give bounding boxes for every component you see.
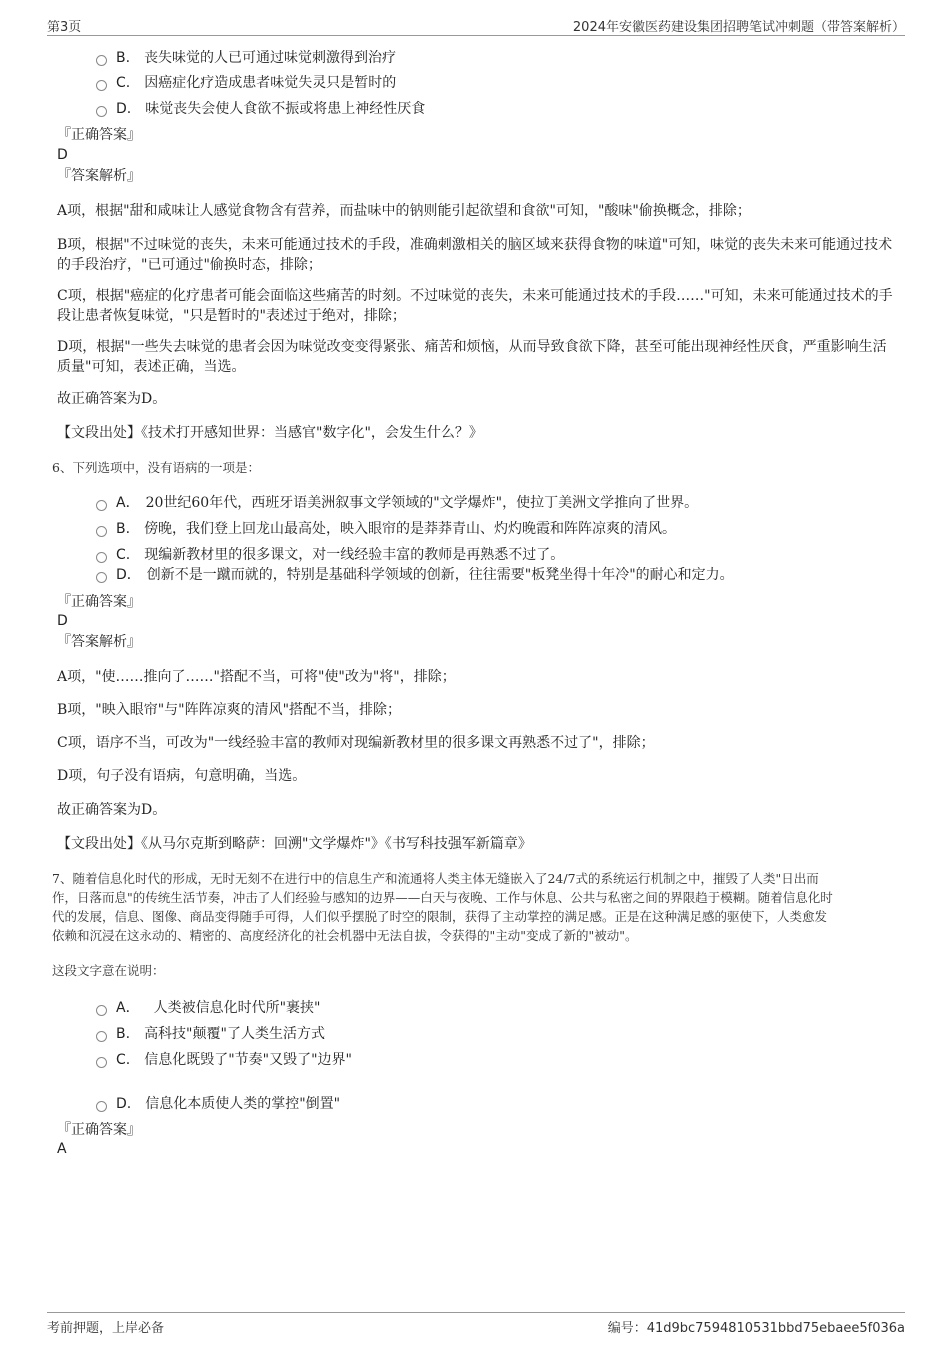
q6-stem: 6、下列选项中，没有语病的一项是： [52, 460, 260, 475]
q5-source: 【文段出处】《技术打开感知世界：当感官"数字化"，会发生什么？》 [57, 425, 483, 441]
q7-option-b[interactable]: B. 高科技"颠覆"了人类生活方式 [96, 1024, 325, 1044]
q6-analysis-b: B项，"映入眼帘"与"阵阵凉爽的清风"搭配不当，排除； [57, 702, 402, 718]
q7-question: 这段文字意在说明： [52, 963, 165, 978]
radio-icon[interactable] [96, 1101, 107, 1112]
q7-answer: A [57, 1141, 67, 1157]
q5-analysis-c: C项，根据"癌症的化疗患者可能会面临这些痛苦的时刻。不过味觉的丧失，未来可能通过技术的手段……"可知，未来可能通过技术的手段让患者恢复味觉，"只是暂时的"表述过于绝对，排除； [57, 288, 893, 324]
q7-passage-line-3: 代的发展，信息、图像、商品变得随手可得，人们似乎摆脱了时空的限制，获得了主动掌控的满足感。正是在这种满足感的驱使下，人类愈发 [52, 909, 828, 924]
page-header [47, 14, 905, 36]
q6-option-c[interactable]: C. 现编新教材里的很多课文，对一线经验丰富的教师是再熟悉不过了。 [96, 545, 564, 565]
q7-passage-line-1: 7、随着信息化时代的形成，无时无刻不在进行中的信息生产和流通将人类主体无缝嵌入了24/7式的系统运行机制之中，摧毁了人类"日出而 [52, 871, 819, 886]
document-id: 编号：41d9bc7594810531bbd75ebaee5f036a [607, 1321, 905, 1336]
q7-passage-line-2: 作，日落而息"的传统生活节奏，冲击了人们经验与感知的边界——白天与夜晚、工作与休息、公共与私密之间的界限趋于模糊。随着信息化时 [52, 890, 833, 905]
page-footer [47, 1312, 905, 1336]
q5-option-c[interactable]: C. 因癌症化疗造成患者味觉失灵只是暂时的 [96, 73, 396, 93]
q5-answer: D [57, 147, 68, 163]
radio-icon[interactable] [96, 1031, 107, 1042]
q5-answer-label: 『正确答案』 [57, 127, 141, 143]
q7-option-a[interactable]: A． 人类被信息化时代所"裹挟" [96, 998, 320, 1018]
q6-analysis-a: A项，"使……推向了……"搭配不当，可将"使"改为"将"，排除； [57, 669, 456, 685]
q7-option-d[interactable]: D. 信息化本质使人类的掌控"倒置" [96, 1094, 340, 1114]
q6-option-d[interactable]: D． 创新不是一蹴而就的，特别是基础科学领域的创新，往往需要"板凳坐得十年冷"的耐心和定力。 [96, 565, 734, 585]
radio-icon[interactable] [96, 55, 107, 66]
q5-conclusion: 故正确答案为D。 [57, 391, 167, 407]
q5-analysis-d: D项，根据"一些失去味觉的患者会因为味觉改变变得紧张、痛苦和烦恼，从而导致食欲下降，甚至可能出现神经性厌食，严重影响生活质量"可知，表述正确，当选。 [57, 339, 887, 375]
q7-answer-label: 『正确答案』 [57, 1122, 141, 1138]
radio-icon[interactable] [96, 572, 107, 583]
q6-answer: D [57, 613, 68, 629]
document-title: 2024年安徽医药建设集团招聘笔试冲刺题（带答案解析） [572, 20, 905, 35]
radio-icon[interactable] [96, 106, 107, 117]
page-number: 第3页 [47, 20, 82, 35]
radio-icon[interactable] [96, 526, 107, 537]
q5-analysis-label: 『答案解析』 [57, 168, 141, 184]
q5-option-b[interactable]: B. 丧失味觉的人已可通过味觉刺激得到治疗 [96, 48, 396, 68]
radio-icon[interactable] [96, 1057, 107, 1068]
q6-answer-label: 『正确答案』 [57, 594, 141, 610]
radio-icon[interactable] [96, 500, 107, 511]
q7-passage-line-4: 依赖和沉浸在这永动的、精密的、高度经济化的社会机器中无法自拔，令获得的"主动"变成了新的"被动"。 [52, 928, 638, 943]
q6-option-b[interactable]: B. 傍晚，我们登上回龙山最高处，映入眼帘的是莽莽青山、灼灼晚霞和阵阵凉爽的清风。 [96, 519, 676, 539]
radio-icon[interactable] [96, 552, 107, 563]
footer-slogan: 考前押题，上岸必备 [47, 1321, 165, 1336]
radio-icon[interactable] [96, 80, 107, 91]
q7-option-c[interactable]: C. 信息化既毁了"节奏"又毁了"边界" [96, 1050, 352, 1070]
q5-analysis-a: A项，根据"甜和咸味让人感觉食物含有营养，而盐味中的钠则能引起欲望和食欲"可知，"酸味"偷换概念，排除； [57, 203, 751, 219]
q6-conclusion: 故正确答案为D。 [57, 802, 167, 818]
radio-icon[interactable] [96, 1005, 107, 1016]
q6-analysis-label: 『答案解析』 [57, 634, 141, 650]
q5-option-d[interactable]: D. 味觉丧失会使人食欲不振或将患上神经性厌食 [96, 99, 425, 119]
q6-analysis-c: C项，语序不当，可改为"一线经验丰富的教师对现编新教材里的很多课文再熟悉不过了"，排除； [57, 735, 655, 751]
q6-source: 【文段出处】《从马尔克斯到略萨：回溯"文学爆炸"》《书写科技强军新篇章》 [57, 836, 532, 852]
q6-option-a[interactable]: A． 20世纪60年代，西班牙语美洲叙事文学领域的"文学爆炸"，使拉丁美洲文学推向了世界。 [96, 493, 698, 513]
q6-analysis-d: D项，句子没有语病，句意明确，当选。 [57, 768, 307, 784]
q5-analysis-b: B项，根据"不过味觉的丧失，未来可能通过技术的手段，准确刺激相关的脑区域来获得食物的味道"可知，味觉的丧失未来可能通过技术的手段治疗，"已可通过"偷换时态，排除； [57, 237, 893, 273]
